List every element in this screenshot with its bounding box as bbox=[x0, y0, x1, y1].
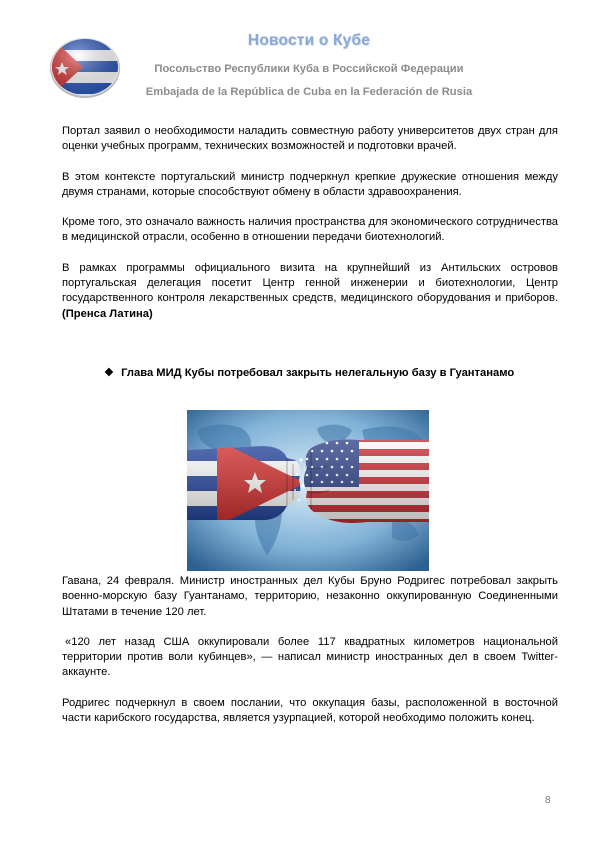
diamond-bullet-icon: ❖ bbox=[104, 367, 115, 379]
article-body bbox=[62, 574, 558, 741]
page-number: 8 bbox=[545, 795, 551, 806]
embassy-name-spanish: Embajada de la República de Cuba en la Federación de Rusia bbox=[145, 86, 473, 98]
news-source: (Пренса Латина) bbox=[62, 307, 153, 320]
article-heading-text: Глава МИД Кубы потребовал закрыть нелегальную базу в Гуантанамо bbox=[121, 367, 515, 379]
article-paragraph: В этом контексте португальский министр подчеркнул крепкие дружеские отношения между двумя странами, которые способствуют обмену в области здравоохранения. bbox=[62, 170, 558, 198]
article-paragraph-last bbox=[62, 261, 558, 322]
page-header bbox=[0, 0, 598, 110]
cuba-usa-fists-image bbox=[187, 410, 429, 571]
article-paragraph: Родригес подчеркнул в своем послании, что оккупация базы, расположенной в восточной части карибского государства, является узурпацией, которой необходимо положить конец. bbox=[62, 696, 558, 725]
article-heading bbox=[104, 366, 560, 379]
article-paragraph: Гавана, 24 февраля. Министр иностранных дел Кубы Бруно Родригес потребовал закрыть военно-морскую базу Гуантанамо, территорию, незаконно оккупированную Соединенными Штатами в течение 120 лет. bbox=[62, 575, 558, 618]
article-paragraph: Портал заявил о необходимости наладить совместную работу университетов двух стран для оценки учебных программ, технических возможностей и подготовки врачей. bbox=[62, 125, 558, 153]
site-title: Новости о Кубе bbox=[247, 32, 371, 49]
article-paragraph: Кроме того, это означало важность наличия пространства для экономического сотрудничества в медицинской отрасли, особенно в отношении передачи биотехнологий. bbox=[62, 216, 558, 244]
embassy-name-russian: Посольство Республики Куба в Российской Федерации bbox=[154, 63, 464, 75]
article-quote-paragraph: «120 лет назад США оккупировали более 117 квадратных километров национальной территории против воли кубинцев», — написал министр иностранных дел в своем Twitter-аккаунте. bbox=[62, 635, 558, 679]
article-continuation bbox=[62, 124, 558, 337]
article-paragraph-text: В рамках программы официального визита на крупнейший из Антильских островов португальская делегация посетит Центр генной инженерии и биотехнологии, Центр государственного контроля лекарственных средств, медицинского оборудования и приборов. bbox=[62, 261, 558, 305]
